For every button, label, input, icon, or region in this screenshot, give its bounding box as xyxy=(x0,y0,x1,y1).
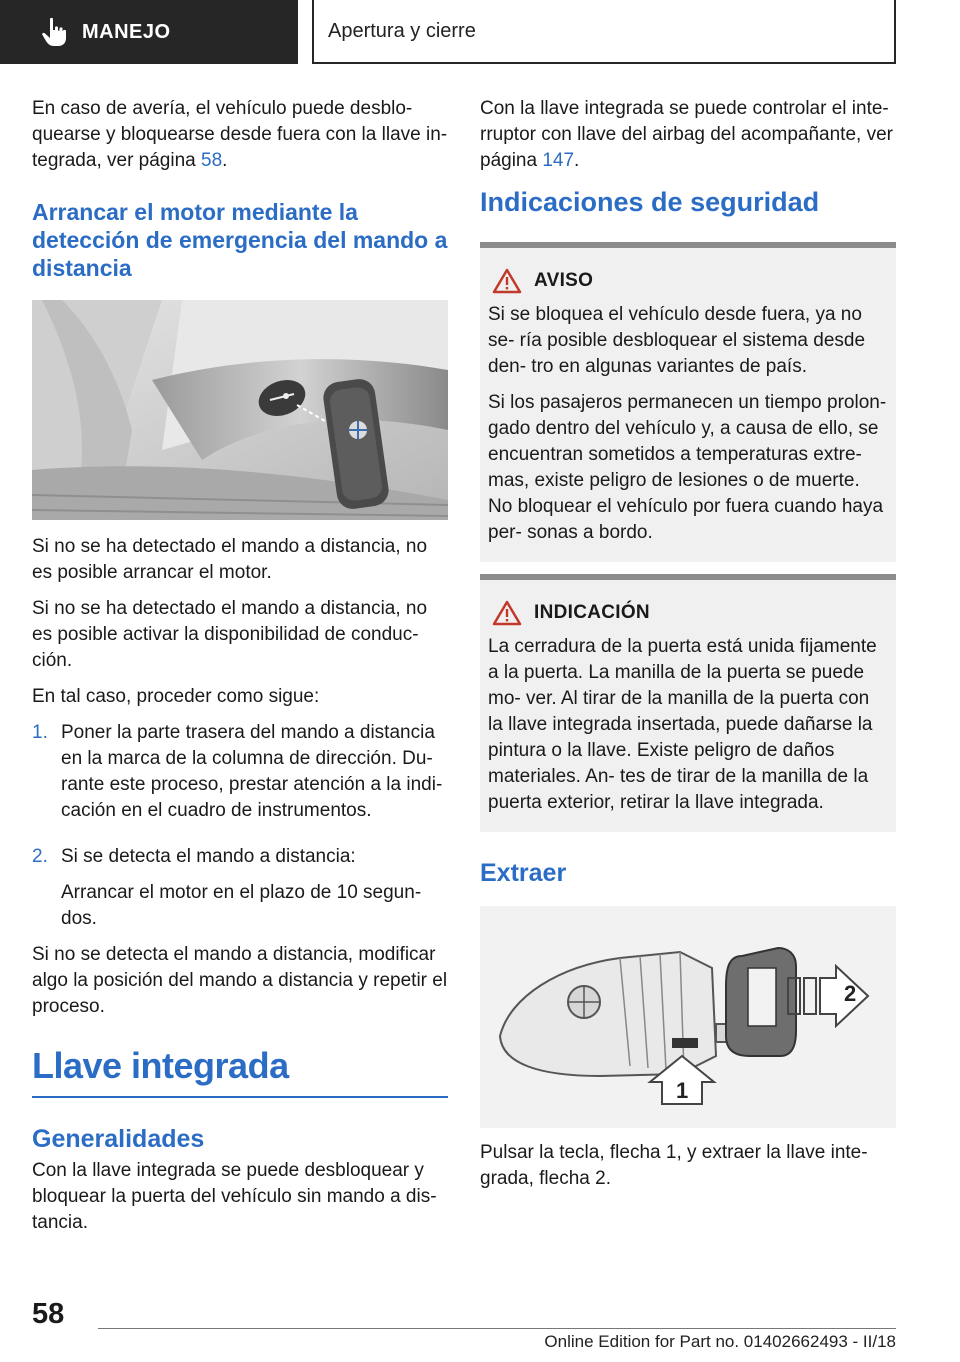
right-column xyxy=(480,96,896,1202)
left-intro-end: . xyxy=(222,150,228,171)
footer-divider xyxy=(98,1328,896,1329)
list-item xyxy=(32,844,448,932)
indicacion-paragraph: La cerradura de la puerta está unida fijamente a la puerta. La manilla de la puerta se puede mo‐ ver. Al tirar de la manilla de la puerta con la llave integrada insertada, puede dañarse la pintura o la llave. Existe peligro de daños materiales. An‐ tes de tirar de la manilla de la puerta exterior, retirar la llave integrada. xyxy=(488,636,877,813)
right-intro-text: Con la llave integrada se puede controlar el inte‐ rruptor con llave del airbag del acompañante, ver página xyxy=(480,98,893,171)
pointing-hand-icon xyxy=(34,12,74,52)
warning-triangle-icon xyxy=(492,600,522,626)
step-text: Si se detecta el mando a distancia: xyxy=(61,846,356,867)
chapter-title: Apertura y cierre xyxy=(328,19,476,42)
edition-text: Online Edition for Part no. 01402662493 - II/18 xyxy=(544,1332,896,1351)
chapter-tab xyxy=(312,0,896,64)
left-intro-paragraph xyxy=(32,96,448,174)
no-key-paragraph-2: Si no se ha detectado el mando a distancia, no es posible activar la disponibilidad de conduc‐ ción. xyxy=(32,598,428,671)
list-item xyxy=(32,720,448,834)
aviso-box xyxy=(480,242,896,562)
heading-rule xyxy=(32,1096,448,1098)
no-key-paragraph-1: Si no se ha detectado el mando a distancia, no es posible arrancar el motor. xyxy=(32,536,428,583)
figure-caption: Pulsar la tecla, flecha 1, y extraer la llave inte‐ grada, flecha 2. xyxy=(480,1142,868,1189)
indicacion-title: INDICACIÓN xyxy=(534,602,650,623)
arrow-label-2: 2 xyxy=(844,981,857,1006)
retry-paragraph: Si no se detecta el mando a distancia, modificar algo la posición del mando a distancia y repetir el proceso. xyxy=(32,944,448,1017)
step-number: 1. xyxy=(32,722,48,743)
heading-extraer: Extraer xyxy=(480,859,567,887)
page-link-147[interactable]: 147 xyxy=(542,150,575,171)
page-link-58[interactable]: 58 xyxy=(201,150,223,171)
step-number: 2. xyxy=(32,846,48,867)
heading-emergency-start: Arrancar el motor mediante la detección de emergencia del mando a distancia xyxy=(32,199,448,281)
section-title: MANEJO xyxy=(82,20,171,43)
step-text: Poner la parte trasera del mando a distancia en la marca de la columna de dirección. Du‐ rante este proceso, prestar atención a la indi‐ cación en el cuadro de instrumentos. xyxy=(61,722,443,821)
aviso-paragraph-2: Si los pasajeros permanecen un tiempo prolon‐ gado dentro del vehículo y, a causa de ello, se encuentran sometidos a temperaturas extre‐ mas, existe peligro de lesiones o de muerte. No bloquear el vehículo por fuera cuando haya per‐ sonas a bordo. xyxy=(488,392,887,543)
warning-triangle-icon xyxy=(492,268,522,294)
generalidades-paragraph: Con la llave integrada se puede desbloquear y bloquear la puerta del vehículo sin mando a dis‐ tancia. xyxy=(32,1160,437,1233)
procedure-intro: En tal caso, proceder como sigue: xyxy=(32,686,320,707)
heading-llave-integrada: Llave integrada xyxy=(32,1045,289,1086)
arrow-label-1: 1 xyxy=(676,1078,689,1103)
heading-safety: Indicaciones de seguridad xyxy=(480,187,820,217)
aviso-title: AVISO xyxy=(534,270,594,291)
right-intro-paragraph xyxy=(480,96,896,174)
step-subtext: Arrancar el motor en el plazo de 10 segun‐ dos. xyxy=(61,882,422,929)
heading-generalidades: Generalidades xyxy=(32,1125,205,1153)
left-column xyxy=(32,96,448,1246)
section-tab xyxy=(0,0,298,64)
aviso-paragraph-1: Si se bloquea el vehículo desde fuera, ya no se‐ ría posible desbloquear el sistema desde den‐ tro en algunas variantes de país. xyxy=(488,304,866,377)
steering-column-figure xyxy=(32,300,448,520)
left-intro-text: En caso de avería, el vehículo puede desblo‐ quearse y bloquearse desde fuera con la llave in‐ tegrada, ver página xyxy=(32,98,448,171)
page-number: 58 xyxy=(32,1298,65,1330)
page-header xyxy=(0,0,960,66)
right-intro-end: . xyxy=(574,150,580,171)
key-extraction-figure xyxy=(480,906,896,1128)
procedure-steps xyxy=(32,720,448,932)
indicacion-box xyxy=(480,574,896,832)
